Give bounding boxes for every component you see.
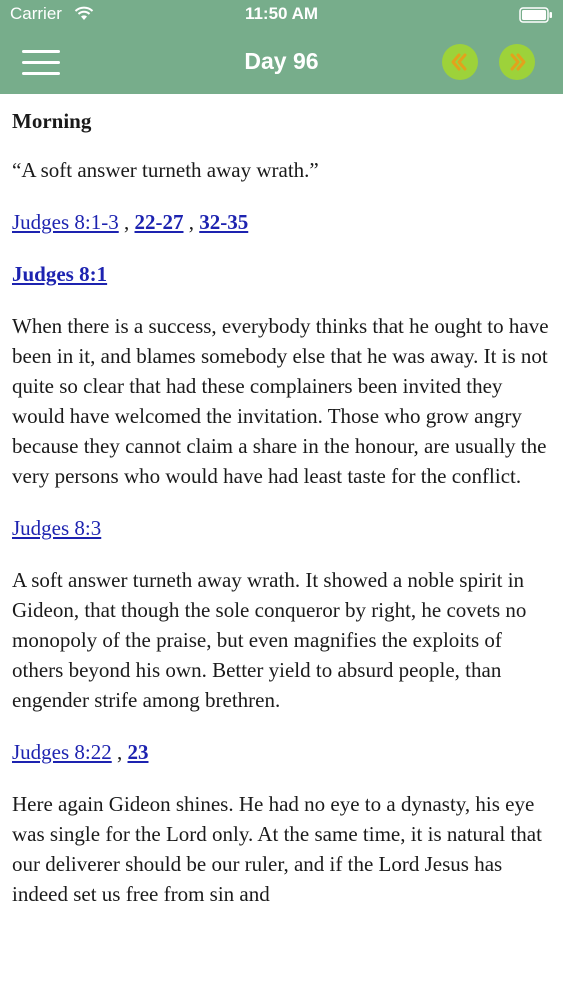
nav-bar [0,30,563,94]
devotional-content [12,106,552,931]
verse-link-judges-8-3[interactable]: Judges 8:3 [12,516,102,540]
status-time: 11:50 AM [244,4,319,23]
reading-link-judges-8-1-3[interactable]: Judges 8:1-3 [12,210,119,234]
commentary-paragraph: Here again Gideon shines. He had no eye to a dynasty, his eye was single for the Lord only. At the same time, it is natural that our deliverer should be our ruler, and if the Lord Jesus has indeed set us free from sin and [12,792,542,906]
reading-links [12,207,552,237]
battery-icon [519,7,553,23]
verse-link-judges-8-1[interactable]: Judges 8:1 [12,262,108,286]
double-chevron-left-icon [442,44,478,80]
double-chevron-right-icon [499,44,535,80]
commentary-paragraph: When there is a success, everybody thinks that he ought to have been in it, and blames somebody else that he was away. It is not quite so clear that had these complainers been invited they would have welcomed the invitation. Those who grow angry because they cannot claim a share in the honour, are usually the very persons who would have had least taste for the conflict. [12,314,549,488]
verse-link-judges-8-22[interactable]: Judges 8:22 [12,740,112,764]
link-separator: , [124,210,130,234]
verse-heading [12,513,552,543]
verse-heading [12,259,552,289]
status-bar [0,0,563,30]
page-title: Day 96 [244,48,319,74]
commentary-paragraph: A soft answer turneth away wrath. It showed a noble spirit in Gideon, that though the sole conqueror by right, he covets no monopoly of the praise, but even magnifies the exploits of others beyond his own. Better yield to absurd people, than engender strife among brethren. [12,568,527,712]
reading-link-32-35[interactable]: 32-35 [199,210,249,234]
prev-day-button[interactable] [442,44,478,80]
carrier-label: Carrier [10,4,62,23]
link-separator: , [117,740,123,764]
next-day-button[interactable] [499,44,535,80]
verse-heading [12,737,552,767]
verse-link-23[interactable]: 23 [127,740,149,764]
reading-link-22-27[interactable]: 22-27 [134,210,184,234]
key-verse-quote: “A soft answer turneth away wrath.” [12,158,319,182]
link-separator: , [188,210,194,234]
section-heading: Morning [12,109,92,133]
